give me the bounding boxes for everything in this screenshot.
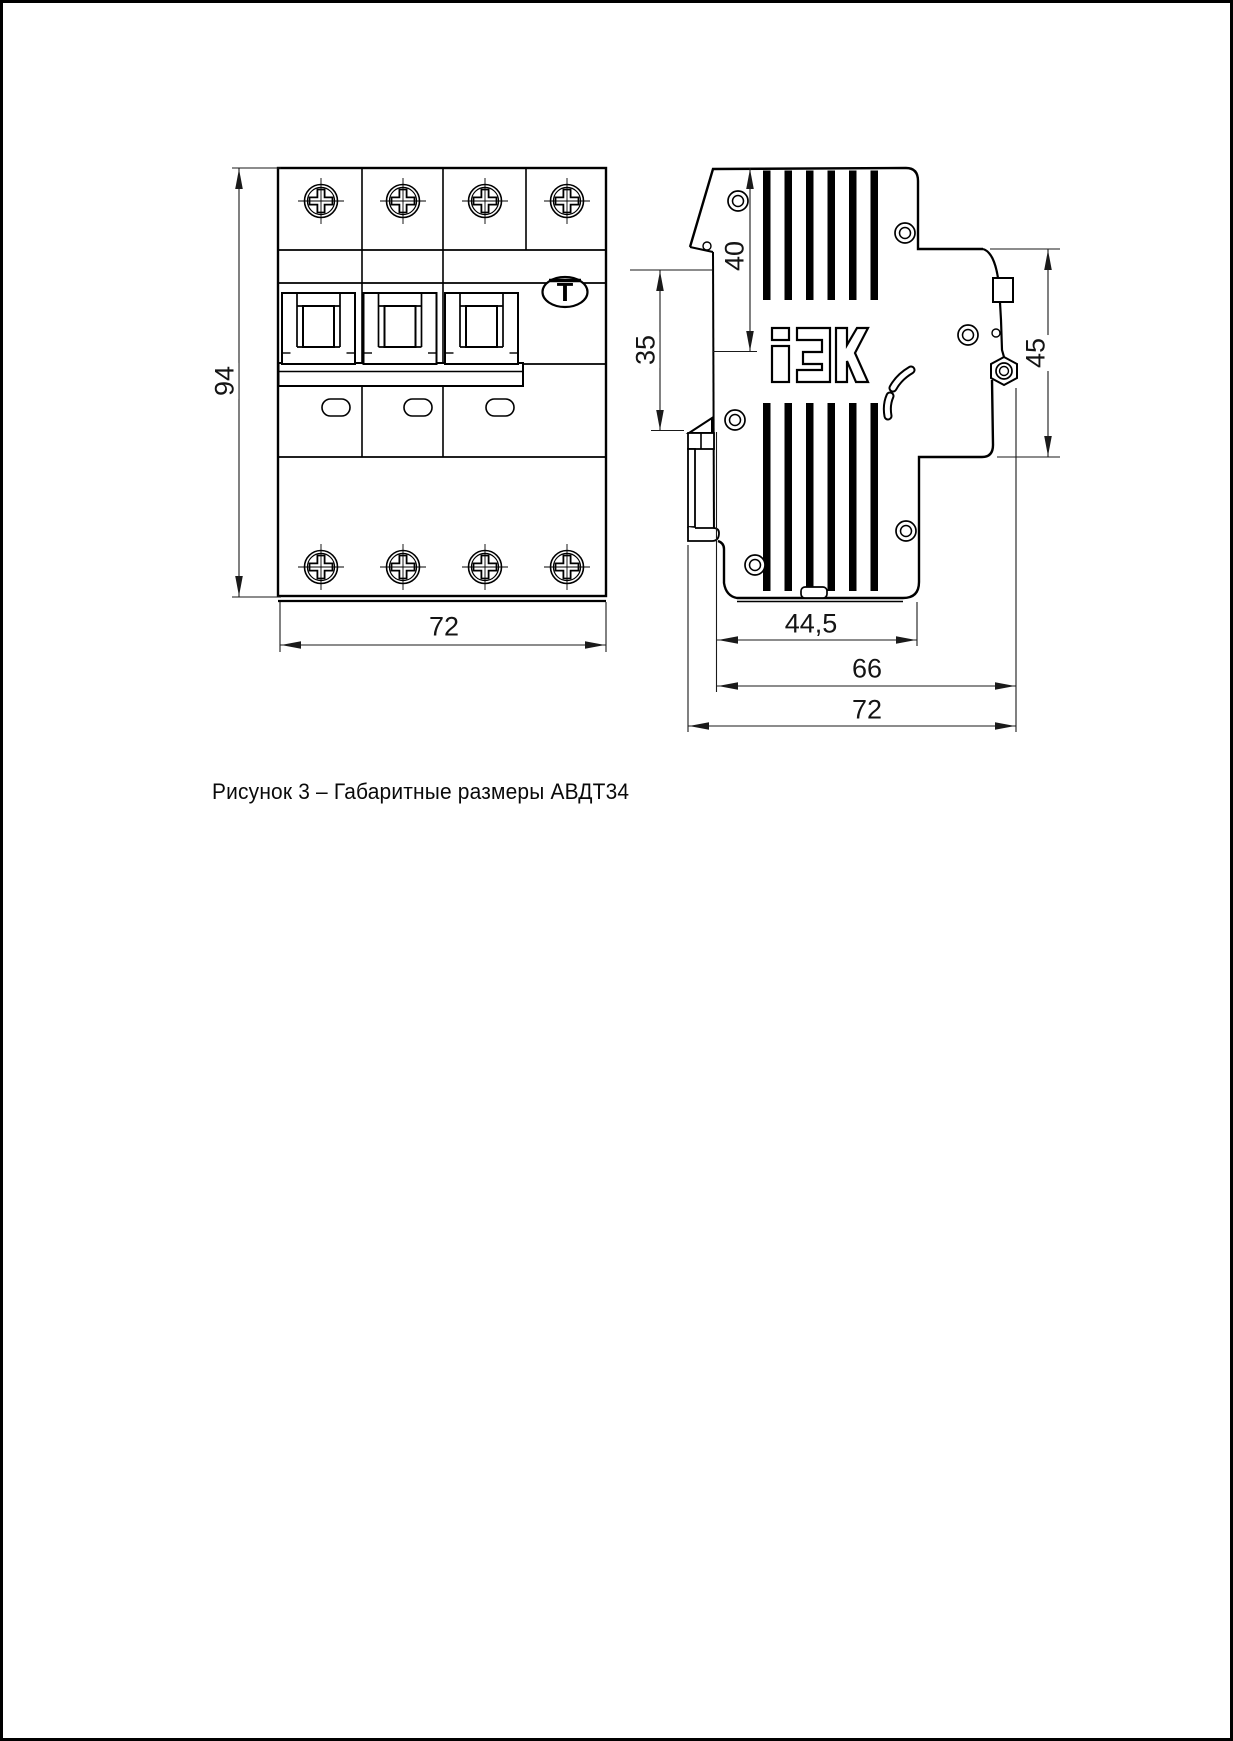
terminal-screw-side [991, 357, 1017, 385]
toggle-bar [279, 363, 524, 386]
dim-label-45: 45 [1023, 335, 1050, 371]
dim-label-40: 40 [722, 238, 749, 274]
dim-label-44-5: 44,5 [782, 611, 841, 638]
indicator-window-1 [322, 399, 350, 416]
switch-indicator-marks [887, 370, 911, 416]
front-view [278, 168, 606, 601]
pin-hole-right [992, 329, 1000, 337]
figure-caption: Рисунок 3 – Габаритные размеры АВДТ34 [212, 779, 630, 804]
rivet-3 [958, 325, 978, 345]
bottom-notch [801, 587, 827, 598]
toggle-switch-3 [445, 293, 518, 364]
test-button-label: T [556, 278, 574, 307]
toggle-switch-1 [282, 293, 355, 364]
rivet-5 [745, 555, 765, 575]
vent-ribs-top [763, 171, 878, 301]
toggle-switch-2 [364, 293, 437, 364]
rivet-2 [895, 223, 915, 243]
rivet-4 [725, 410, 745, 430]
indicator-window-2 [404, 399, 432, 416]
vent-ribs-bottom [763, 403, 878, 591]
rivet-1 [728, 191, 748, 211]
dim-label-94: 94 [212, 363, 239, 399]
iek-logo [772, 328, 868, 382]
dim-label-35: 35 [633, 332, 660, 368]
rivet-6 [896, 521, 916, 541]
pin-hole-top [703, 242, 711, 250]
dim-label-66: 66 [849, 656, 885, 683]
indicator-window-3 [486, 399, 514, 416]
side-view [688, 168, 1017, 602]
dim-label-72-side: 72 [849, 697, 885, 724]
busbar-clamp [993, 278, 1013, 302]
dim-label-72-front: 72 [426, 614, 462, 641]
